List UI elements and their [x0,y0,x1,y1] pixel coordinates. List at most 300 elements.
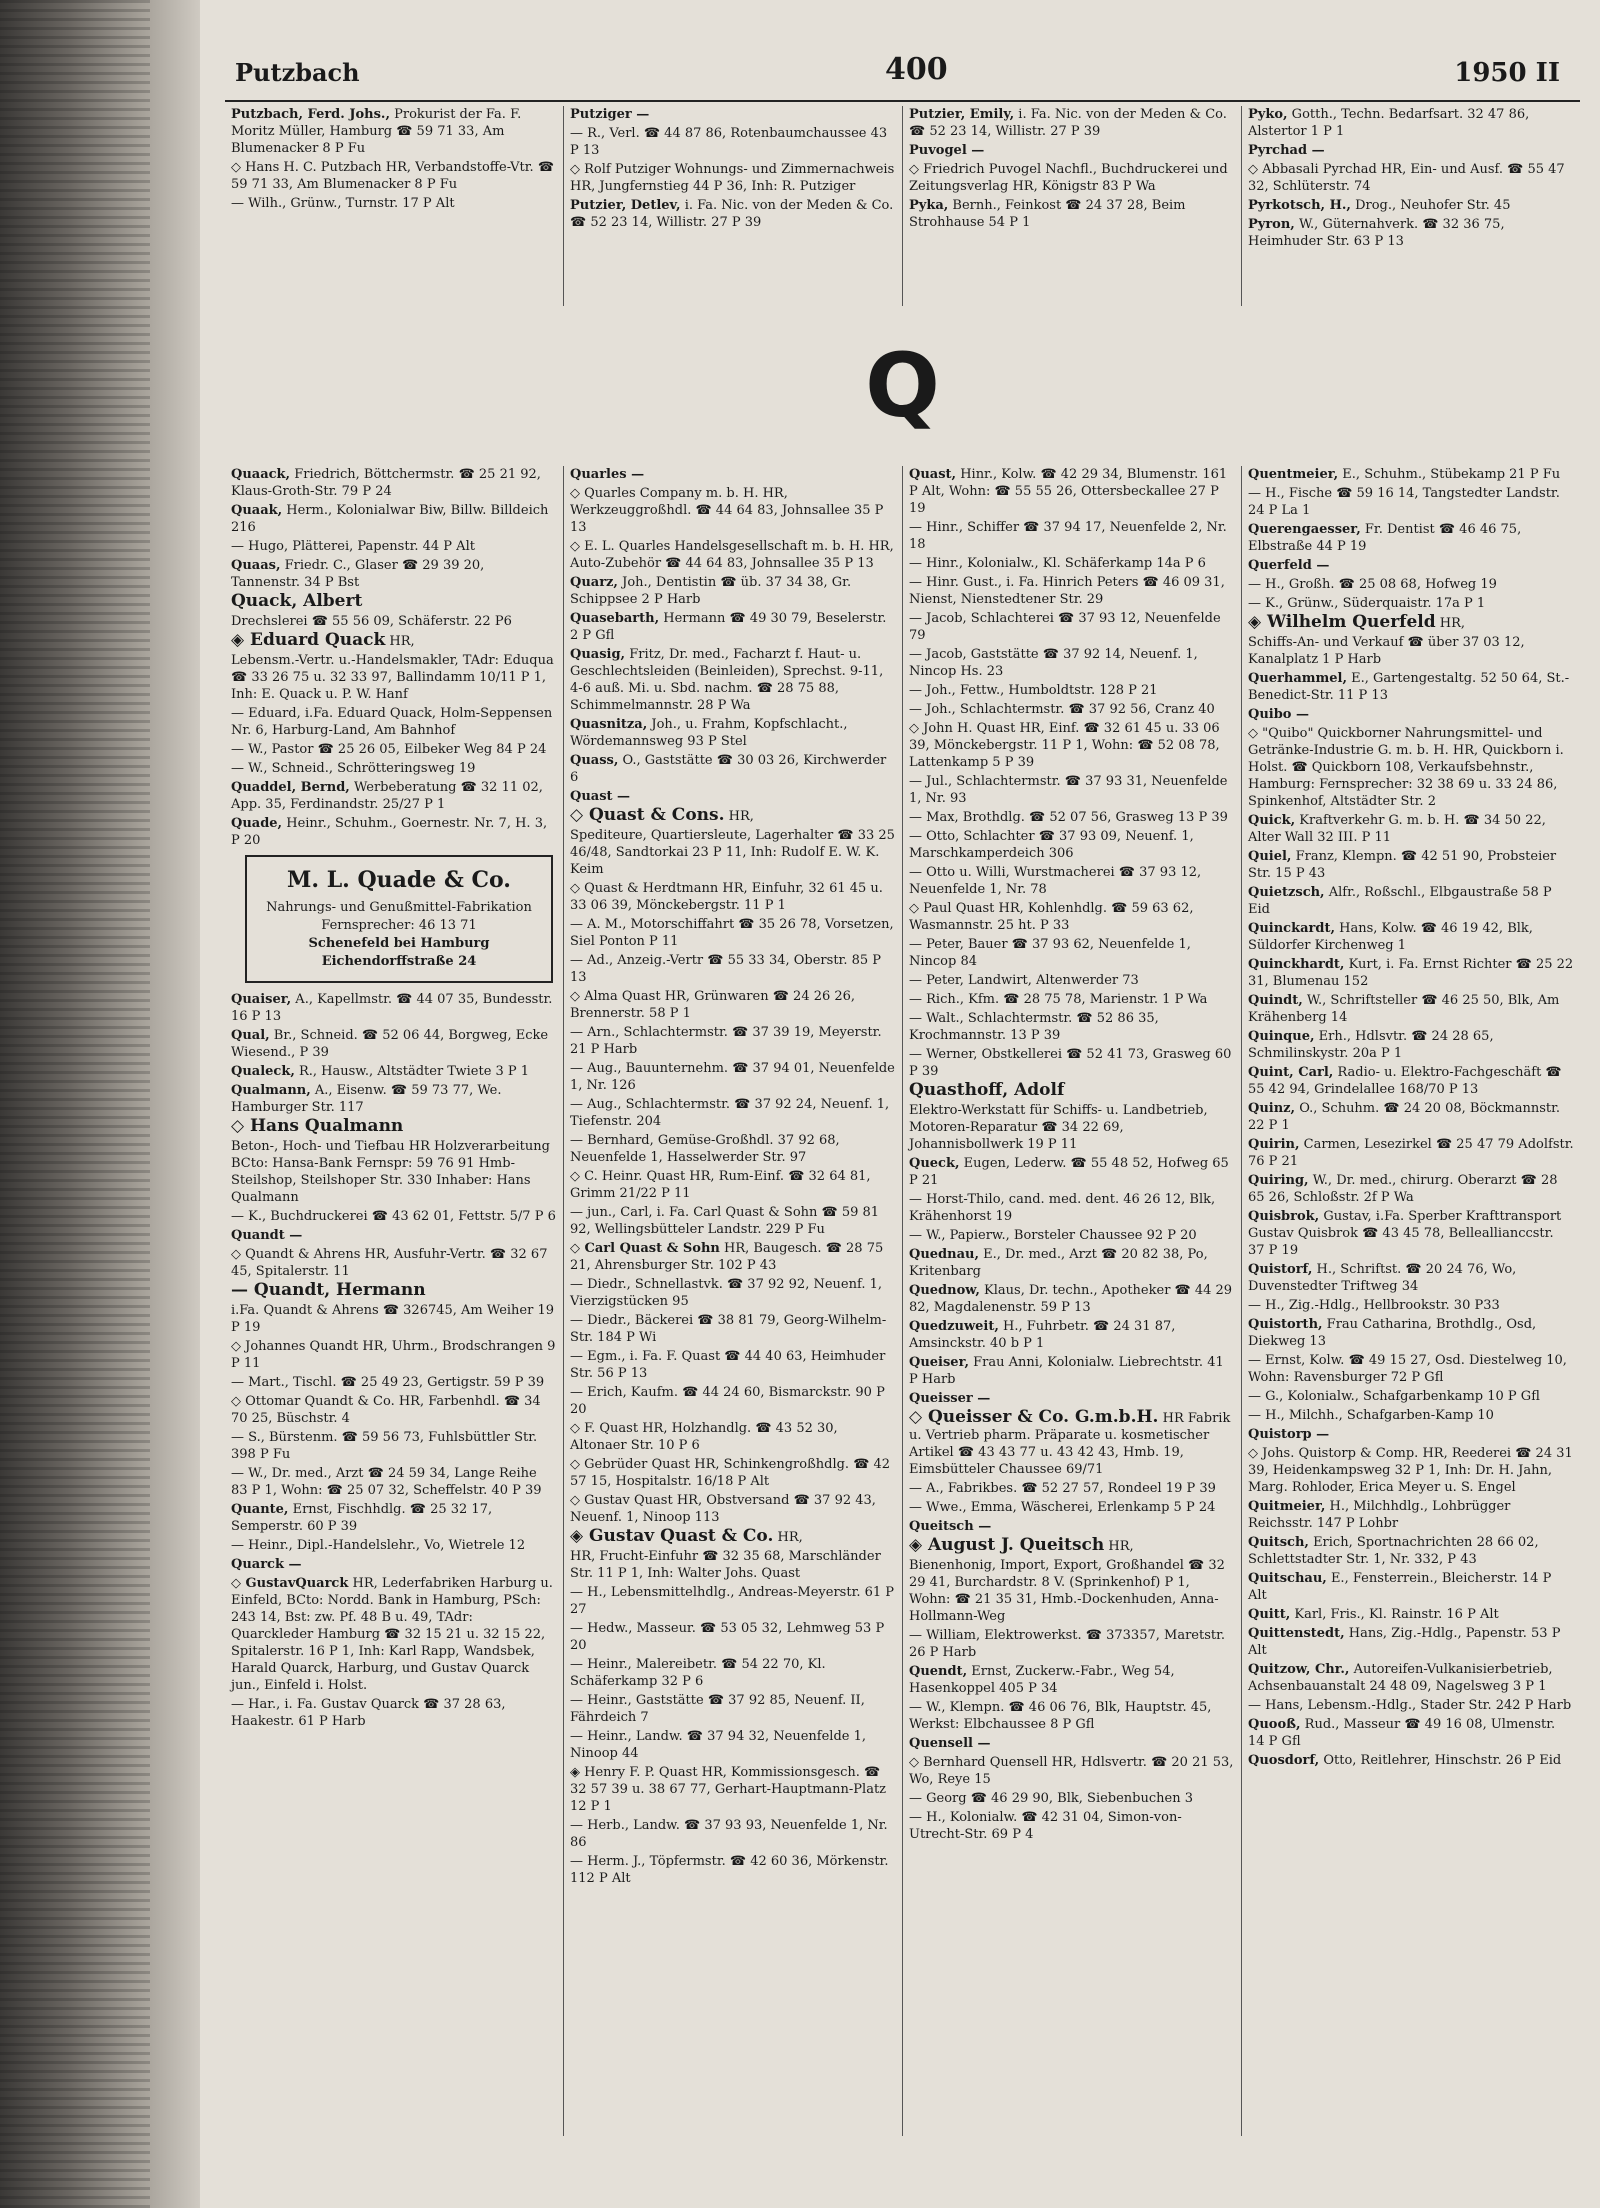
directory-entry [570,1276,896,1310]
directory-entry [231,1696,557,1730]
entry-text: ◇ Hans H. C. Putzbach HR, Verbandstoffe-Vtr. ☎ 59 71 33, Am Blumenacker 8 P Fu [231,160,555,192]
entry-name: ◇ Quast & Cons. [570,805,725,825]
entry-name: Pyron, [1248,217,1295,232]
entry-text: Fr. Dentist ☎ 46 46 75, Elbstraße 44 P 19 [1248,522,1522,554]
entry-name: Putzbach, Ferd. Johs., [231,107,390,122]
entry-text: — S., Bürstenm. ☎ 59 56 73, Fuhlsbüttler Str. 398 P Fu [231,1430,538,1462]
directory-entry [1248,884,1574,918]
entry-name: Querengaesser, [1248,522,1361,537]
entry-text: ◇ E. L. Quarles Handelsgesellschaft m. b. H. HR, Auto-Zubehör ☎ 44 64 83, Johnsallee 35 P 13 [570,539,894,571]
entry-text: — Horst-Thilo, cand. med. dent. 46 26 12, Blk, Krähenhorst 19 [909,1192,1216,1224]
entry-text: Werbeberatung ☎ 32 11 02, App. 35, Ferdinandstr. 25/27 P 1 [231,780,543,812]
entry-text: ◇ Rolf Putziger Wohnungs- und Zimmernachweis HR, Jungfernstieg 44 P 36, Inh: R. Putziger [570,162,895,194]
directory-entry [570,610,896,644]
entry-name: Quint, Carl, [1248,1065,1334,1080]
entry-text: ◇ Abbasali Pyrchad HR, Ein- und Ausf. ☎ 55 47 32, Schlüterstr. 74 [1248,162,1565,194]
entry-text: HR, [773,1530,803,1545]
directory-entry [231,741,557,758]
entry-text: — Diedr., Schnellastvk. ☎ 37 92 92, Neuenf. 1, Vierzigstücken 95 [570,1277,882,1309]
entry-name: Quitsch, [1248,1535,1309,1550]
directory-entry [909,1699,1235,1733]
entry-name: Quarck — [231,1557,302,1572]
entry-text: — R., Verl. ☎ 44 87 86, Rotenbaumchaussee 43 P 13 [570,126,888,158]
directory-entry [909,106,1235,140]
entry-text: HR, [724,809,754,824]
directory-entry [909,828,1235,862]
directory-entry [570,646,896,714]
directory-entry [231,557,557,591]
directory-entry [231,1393,557,1427]
directory-entry [909,1282,1235,1316]
entry-name: Quistorf, [1248,1262,1313,1277]
directory-entry [570,1420,896,1454]
entry-text: i. Fa. Nic. von der Meden & Co. ☎ 52 23 14, Willistr. 27 P 39 [570,198,894,230]
entry-text: Schiffs-An- und Verkauf ☎ über 37 03 12, Kanalplatz 1 P Harb [1248,635,1525,667]
entry-text: Friedrich, Böttchermstr. ☎ 25 21 92, Klaus-Groth-Str. 79 P 24 [231,467,541,499]
entry-text: Franz, Klempn. ☎ 42 51 90, Probsteier Str. 15 P 43 [1248,849,1557,881]
directory-entry [1248,725,1574,810]
entry-name: Quarles — [570,467,645,482]
directory-entry [909,646,1235,680]
directory-entry [570,1620,896,1654]
entry-text: HR, [1104,1539,1134,1554]
entry-name: Quietzsch, [1248,885,1325,900]
entry-text: E., Dr. med., Arzt ☎ 20 82 38, Po, Kritenbarg [909,1247,1208,1279]
entry-name: ◇ Queisser & Co. G.m.b.H. [909,1407,1159,1427]
directory-entry [570,1853,896,1887]
directory-entry [570,1728,896,1762]
directory-entry [1248,848,1574,882]
directory-entry [231,652,557,703]
directory-entry [909,1754,1235,1788]
directory-entry [570,466,896,483]
entry-text: Karl, Fris., Kl. Rainstr. 16 P Alt [1290,1607,1499,1622]
entry-name: Putziger — [570,107,650,122]
entry-text: i.Fa. Quandt & Ahrens ☎ 326745, Am Weiher 19 P 19 [231,1303,554,1335]
entry-text: A., Kapellmstr. ☎ 44 07 35, Bundesstr. 16 P 13 [231,992,553,1024]
entry-name: Quitschau, [1248,1571,1327,1586]
directory-entry [909,1046,1235,1080]
directory-entry [231,1227,557,1244]
directory-entry [1248,142,1574,159]
entry-text: HR, Lederfabriken Harburg u. Einfeld, BCto: Nordd. Bank in Hamburg, PSch: 243 14, Bst: zw. Pf. 48 B u. 49, TAdr: Quarckleder Hamburg ☎ 32 15 21 u. 32 15 22, Spitalerstr. 16 P 1, Inh: Karl Rapp, Wandsbek, Harald Quarck, Harburg, und Gustav Quarck jun., Einfeld i. Holst. [231,1576,553,1693]
directory-entry [1248,216,1574,250]
directory-entry [909,1155,1235,1189]
directory-entry [1248,1625,1574,1659]
directory-entry [1248,920,1574,954]
directory-page [225,40,1580,2190]
entry-name: Quistorp — [1248,1427,1330,1442]
entry-text: Drog., Neuhofer Str. 45 [1350,198,1511,213]
directory-entry [909,972,1235,989]
directory-entry [909,142,1235,159]
entry-text: — Heinr., Malereibetr. ☎ 54 22 70, Kl. Schäferkamp 32 P 6 [570,1657,826,1689]
entry-text: ◇ Quandt & Ahrens HR, Ausfuhr-Vertr. ☎ 32 67 45, Spitalerstr. 11 [231,1247,548,1279]
directory-entry [909,720,1235,771]
entry-name: Quitt, [1248,1607,1291,1622]
entry-text: — Peter, Bauer ☎ 37 93 62, Neuenfelde 1, Nincop 84 [909,937,1191,969]
column-3 [903,466,1242,2136]
entry-text: Klaus, Dr. techn., Apotheker ☎ 44 29 82, Magdalenenstr. 59 P 13 [909,1283,1233,1315]
directory-entry [570,1764,896,1815]
entry-text: — Herb., Landw. ☎ 37 93 93, Neuenfelde 1, Nr. 86 [570,1818,888,1850]
directory-entry [570,1692,896,1726]
directory-entry [231,1374,557,1391]
directory-entry [909,1790,1235,1807]
entry-name: Quensell — [909,1736,991,1751]
top-column-4 [1242,106,1580,306]
directory-entry [231,1138,557,1206]
directory-entry [570,1132,896,1166]
directory-entry [231,1465,557,1499]
entry-name: Quarz, [570,575,618,590]
directory-entry [1248,1064,1574,1098]
entry-text: ◇ F. Quast HR, Holzhandlg. ☎ 43 52 30, Altonaer Str. 10 P 6 [570,1421,838,1453]
entry-text: Spediteure, Quartiersleute, Lagerhalter ☎ 33 25 46/48, Sandtorkai 23 P 11, Inh: Rudolf E. W. K. Keim [570,828,895,877]
directory-entry [1248,1606,1574,1623]
entry-text: Alfr., Roßschl., Elbgaustraße 58 P Eid [1248,885,1552,917]
entry-name: Quast, [909,467,957,482]
entry-text: i. Fa. Nic. von der Meden & Co. ☎ 52 23 14, Willistr. 27 P 39 [909,107,1227,139]
entry-name: Querhammel, [1248,671,1348,686]
directory-entry [909,1082,1235,1100]
directory-entry [570,485,896,536]
entry-text: ◇ Ottomar Quandt & Co. HR, Farbenhdl. ☎ 34 70 25, Büschstr. 4 [231,1394,541,1426]
entry-name: Quosdorf, [1248,1753,1320,1768]
entry-name: Quaak, [231,503,283,518]
entry-text: HR, Baugesch. ☎ 28 75 21, Ahrensburger Str. 102 P 43 [570,1241,884,1273]
entry-text: — K., Grünw., Süderquaistr. 17a P 1 [1248,596,1486,611]
directory-entry [231,1118,557,1136]
directory-entry [909,864,1235,898]
running-head-left: Putzbach [235,58,360,87]
directory-entry [570,538,896,572]
column-2 [564,466,903,2136]
directory-entry [231,466,557,500]
entry-name: Quinckardt, [1248,921,1335,936]
entry-text: — Erich, Kaufm. ☎ 44 24 60, Bismarckstr. 90 P 20 [570,1385,885,1417]
entry-text: Fritz, Dr. med., Facharzt f. Haut- u. Geschlechtsleiden (Beinleiden), Sprechst. 9-11, 4-6 auß. Mi. u. Sbd. nachm. ☎ 28 75 88, Schimmelmannstr. 28 P Wa [570,647,884,713]
entry-text: — W., Dr. med., Arzt ☎ 24 59 34, Lange Reihe 83 P 1, Wohn: ☎ 25 07 32, Scheffelstr. 40 P 39 [231,1466,542,1498]
directory-entry [909,1246,1235,1280]
directory-entry [570,1312,896,1346]
entry-text: Autoreifen-Vulkanisierbetrieb, Achsenbauanstalt 24 48 09, Nagelsweg 3 P 1 [1248,1662,1553,1694]
directory-entry [570,1168,896,1202]
directory-entry [231,1063,557,1080]
directory-entry [231,106,557,157]
directory-entry [231,613,557,630]
entry-text: — Hedw., Masseur. ☎ 53 05 32, Lehmweg 53 P 20 [570,1621,885,1653]
directory-entry [570,1348,896,1382]
entry-name: Quentmeier, [1248,467,1339,482]
entry-text: HR, [385,634,415,649]
entry-text: Prokurist der Fa. F. Moritz Müller, Hamburg ☎ 59 71 33, Am Blumenacker 8 P Fu [231,107,522,156]
entry-text: — Herm. J., Töpfermstr. ☎ 42 60 36, Mörkenstr. 112 P Alt [570,1854,889,1886]
directory-entry [231,1338,557,1372]
ad-line-2: Fernsprecher: 46 13 71 [321,918,477,933]
entry-text: — Hinr., Kolonialw., Kl. Schäferkamp 14a P 6 [909,556,1206,571]
entry-name: Quack, Albert [231,591,363,611]
directory-entry [1248,1261,1574,1295]
entry-text: Drechslerei ☎ 55 56 09, Schäferstr. 22 P6 [231,614,512,629]
entry-name: Quade, [231,816,283,831]
entry-name: Queisser — [909,1391,991,1406]
directory-entry [1248,106,1574,140]
directory-entry [1248,1534,1574,1568]
directory-entry [909,1809,1235,1843]
directory-entry [231,593,557,611]
entry-text: — Joh., Schlachtermstr. ☎ 37 92 56, Cranz 40 [909,702,1215,717]
entry-text: E., Fensterrein., Bleicherstr. 14 P Alt [1248,1571,1552,1603]
entry-name: Quisbrok, [1248,1209,1320,1224]
entry-name: Quasthoff, Adolf [909,1080,1065,1100]
directory-entry [1248,521,1574,555]
entry-text: — Otto, Schlachter ☎ 37 93 09, Neuenf. 1, Marschkamperdeich 306 [909,829,1194,861]
directory-entry [1248,1752,1574,1769]
directory-entry [1248,576,1574,593]
entry-text: Gustav, i.Fa. Sperber Krafttransport Gustav Quisbrok ☎ 43 45 78, Belleallianccstr. 37 P 19 [1248,1209,1562,1258]
directory-entry [570,1456,896,1490]
directory-entry [909,1409,1235,1478]
entry-name: Puvogel — [909,143,985,158]
entry-text: Br., Schneid. ☎ 52 06 44, Borgweg, Ecke Wiesend., P 39 [231,1028,549,1060]
entry-text: — Hugo, Plätterei, Papenstr. 44 P Alt [231,539,475,554]
entry-text: — Heinr., Landw. ☎ 37 94 32, Neuenfelde 1, Ninoop 44 [570,1729,867,1761]
running-head-right: 1950 II [1454,58,1560,88]
entry-text: — Jacob, Gaststätte ☎ 37 92 14, Neuenf. 1, Nincop Hs. 23 [909,647,1198,679]
entry-name: Quinque, [1248,1029,1315,1044]
directory-entry [231,1208,557,1225]
directory-entry [570,1024,896,1058]
main-columns [225,466,1580,2136]
directory-entry [1248,1445,1574,1496]
directory-entry [231,1302,557,1336]
directory-entry [1248,992,1574,1026]
directory-entry [231,159,557,193]
entry-text: O., Gaststätte ☎ 30 03 26, Kirchwerder 6 [570,753,887,785]
directory-entry [1248,557,1574,574]
entry-text: — A. M., Motorschiffahrt ☎ 35 26 78, Vorsetzen, Siel Ponton P 11 [570,917,894,949]
entry-text: E., Schuhm., Stübekamp 21 P Fu [1338,467,1561,482]
entry-name: Quasnitza, [570,717,648,732]
entry-text: — Jacob, Schlachterei ☎ 37 93 12, Neuenfelde 79 [909,611,1221,643]
entry-name: Queiser, [909,1355,970,1370]
directory-entry [909,574,1235,608]
directory-entry [570,197,896,231]
entry-name: Quiel, [1248,849,1292,864]
directory-entry [909,161,1235,195]
directory-entry [570,827,896,878]
directory-entry [1248,956,1574,990]
entry-text: Beton-, Hoch- und Tiefbau HR Holzverarbeitung BCto: Hansa-Bank Fernspr: 59 76 91 Hmb-Steilshop, Steilshoper Str. 330 Inhaber: Hans Qualmann [231,1139,550,1205]
entry-text: A., Eisenw. ☎ 59 73 77, We. Hamburger Str. 117 [231,1083,502,1115]
directory-entry [909,1318,1235,1352]
entry-name: ◈ Wilhelm Querfeld [1248,612,1436,632]
entry-text: — Heinr., Gaststätte ☎ 37 92 85, Neuenf. II, Fährdeich 7 [570,1693,865,1725]
entry-text: — Aug., Schlachtermstr. ☎ 37 92 24, Neuenf. 1, Tiefenstr. 204 [570,1097,890,1129]
directory-entry [570,161,896,195]
entry-name: Quednow, [909,1283,980,1298]
entry-text: — G., Kolonialw., Schafgarbenkamp 10 P Gfl [1248,1389,1540,1404]
entry-text: — W., Klempn. ☎ 46 06 76, Blk, Hauptstr. 45, Werkst: Elbchaussee 8 P Gfl [909,1700,1212,1732]
entry-name: Pyrkotsch, H., [1248,198,1351,213]
directory-entry [1248,1208,1574,1259]
entry-name: Quasebarth, [570,611,660,626]
entry-text: W., Schriftsteller ☎ 46 25 50, Blk, Am Krähenberg 14 [1248,993,1560,1025]
directory-entry [909,1354,1235,1388]
entry-text: ◇ Gustav Quast HR, Obstversand ☎ 37 92 43, Neuenf. 1, Ninoop 113 [570,1493,876,1525]
entry-name: Pyko, [1248,107,1288,122]
directory-entry [570,988,896,1022]
entry-text: — H., Milchh., Schafgarben-Kamp 10 [1248,1408,1494,1423]
entry-name: Quindt, [1248,993,1303,1008]
directory-entry [231,1027,557,1061]
directory-entry [231,760,557,777]
directory-entry [909,1010,1235,1044]
directory-entry [570,1096,896,1130]
entry-text: — H., Großh. ☎ 25 08 68, Hofweg 19 [1248,577,1497,592]
entry-text: HR, [1435,616,1466,631]
entry-name: Quistorth, [1248,1317,1323,1332]
directory-entry [1248,1297,1574,1314]
directory-entry [570,1528,896,1546]
entry-name: Quaiser, [231,992,292,1007]
entry-name: Queck, [909,1156,960,1171]
entry-name: ◇ GustavQuarck [231,1576,349,1591]
ad-title: M. L. Quade & Co. [287,867,511,893]
entry-text: O., Schuhm. ☎ 24 20 08, Böckmannstr. 22 P 1 [1248,1101,1561,1133]
entry-text: Bienenhonig, Import, Export, Großhandel ☎ 32 29 41, Burchardstr. 8 V. (Sprinkenhof) P 1, Wohn: ☎ 21 35 31, Hmb.-Dockenhuden, Anna-Hollmann-Weg [909,1558,1225,1624]
directory-entry [570,1060,896,1094]
entry-name: Quasig, [570,647,626,662]
directory-entry [909,466,1235,517]
entry-text: — Otto u. Willi, Wurstmacherei ☎ 37 93 12, Neuenfelde 1, Nr. 78 [909,865,1202,897]
directory-entry [1248,1697,1574,1714]
entry-name: Quick, [1248,813,1296,828]
directory-entry [1248,1716,1574,1750]
running-head [225,40,1580,102]
directory-entry [1248,1316,1574,1350]
entry-text: Gotth., Techn. Bedarfsart. 32 47 86, Alstertor 1 P 1 [1248,107,1530,139]
entry-text: Rud., Masseur ☎ 49 16 08, Ulmenstr. 14 P Gfl [1248,1717,1556,1749]
directory-entry [909,1557,1235,1625]
directory-entry [909,1499,1235,1516]
entry-text: — William, Elektrowerkst. ☎ 373357, Maretstr. 26 P Harb [909,1628,1226,1660]
directory-entry [1248,1100,1574,1134]
directory-entry [570,106,896,123]
directory-entry [1248,670,1574,704]
directory-entry [909,991,1235,1008]
entry-name: Qualmann, [231,1083,311,1098]
top-column-3 [903,106,1242,306]
directory-entry [231,1082,557,1116]
entry-name: Quibo — [1248,707,1310,722]
entry-text: — Aug., Bauunternehm. ☎ 37 94 01, Neuenfelde 1, Nr. 126 [570,1061,895,1093]
directory-entry [231,195,557,212]
entry-text: Frau Anni, Kolonialw. Liebrechtstr. 41 P Harb [909,1355,1224,1387]
column-4 [1242,466,1580,2136]
entry-text: ◇ Quarles Company m. b. H. HR, Werkzeuggroßhdl. ☎ 44 64 83, Johnsallee 35 P 13 [570,486,884,535]
quade-advertisement [245,855,553,983]
entry-name: ◇ Hans Qualmann [231,1116,404,1136]
directory-entry [570,1548,896,1582]
entry-text: Heinr., Schuhm., Goernestr. Nr. 7, H. 3, P 20 [231,816,548,848]
directory-entry [909,1735,1235,1752]
directory-entry [1248,1028,1574,1062]
directory-entry [570,952,896,986]
directory-entry [909,1480,1235,1497]
entry-text: Hermann ☎ 49 30 79, Beselerstr. 2 P Gfl [570,611,887,643]
entry-text: H., Fuhrbetr. ☎ 24 31 87, Amsinckstr. 40 b P 1 [909,1319,1176,1351]
entry-name: Quendt, [909,1664,968,1679]
column-1 [225,466,564,2136]
directory-entry [909,1537,1235,1555]
entry-text: Elektro-Werkstatt für Schiffs- u. Landbetrieb, Motoren-Reparatur ☎ 34 22 69, Johannisbollwerk 19 P 11 [909,1103,1208,1152]
entry-text: Joh., u. Frahm, Kopfschlacht., Wördemannsweg 93 P Stel [570,717,848,749]
entry-text: — A., Fabrikbes. ☎ 52 27 57, Rondeel 19 P 39 [909,1481,1216,1496]
directory-entry [231,1282,557,1300]
directory-entry [909,1191,1235,1225]
entry-text: — Jul., Schlachtermstr. ☎ 37 93 31, Neuenfelde 1, Nr. 93 [909,774,1228,806]
directory-entry [231,705,557,739]
entry-name: Quaas, [231,558,281,573]
entry-text: ◇ Johs. Quistorp & Comp. HR, Reederei ☎ 24 31 39, Heidenkampsweg 32 P 1, Inh: Dr. H. Jahn, Marg. Rohloder, Erica Meyer u. S. Engel [1248,1446,1573,1495]
page-edges-shadow [0,0,150,2208]
ad-line-4: Eichendorffstraße 24 [321,954,477,969]
directory-entry [1248,1426,1574,1443]
directory-entry [909,610,1235,644]
directory-entry [570,1656,896,1690]
directory-entry [909,1518,1235,1535]
directory-entry [570,125,896,159]
entry-text: — Walt., Schlachtermstr. ☎ 52 86 35, Krochmannstr. 13 P 39 [909,1011,1159,1043]
entry-name: Quaack, [231,467,291,482]
entry-name: Quiring, [1248,1173,1309,1188]
entry-name: Quittenstedt, [1248,1626,1345,1641]
directory-entry [570,1384,896,1418]
top-column-2 [564,106,903,306]
entry-name: Pyrchad — [1248,143,1325,158]
entry-text: — Hinr. Gust., i. Fa. Hinrich Peters ☎ 46 09 31, Nienst, Nienstedtener Str. 29 [909,575,1225,607]
entry-text: Ernst, Fischhdlg. ☎ 25 32 17, Semperstr. 60 P 39 [231,1502,493,1534]
entry-name: ◈ August J. Queitsch [909,1535,1105,1555]
entry-name: Quaddel, Bernd, [231,780,350,795]
entry-text: — Arn., Schlachtermstr. ☎ 37 39 19, Meyerstr. 21 P Harb [570,1025,882,1057]
directory-entry [570,807,896,825]
entry-text: — Wwe., Emma, Wäscherei, Erlenkamp 5 P 24 [909,1500,1216,1515]
entry-text: — W., Papierw., Borsteler Chaussee 92 P 20 [909,1228,1197,1243]
directory-entry [1248,197,1574,214]
directory-entry [909,1663,1235,1697]
directory-entry [909,1627,1235,1661]
directory-entry [1248,161,1574,195]
directory-entry [231,1575,557,1694]
entry-name: Pyka, [909,198,949,213]
entry-name: Putzier, Emily, [909,107,1015,122]
entry-name: Quooß, [1248,1717,1301,1732]
directory-entry [231,991,557,1025]
ad-line-3: Schenefeld bei Hamburg [308,936,490,951]
directory-entry [570,880,896,914]
directory-entry [1248,1136,1574,1170]
directory-entry [909,773,1235,807]
entry-name: Quedzuweit, [909,1319,999,1334]
entry-text: — Har., i. Fa. Gustav Quarck ☎ 37 28 63, Haakestr. 61 P Harb [231,1697,506,1729]
directory-entry [231,815,557,849]
directory-entry [909,1390,1235,1407]
directory-entry [570,1204,896,1238]
top-columns [225,106,1580,306]
